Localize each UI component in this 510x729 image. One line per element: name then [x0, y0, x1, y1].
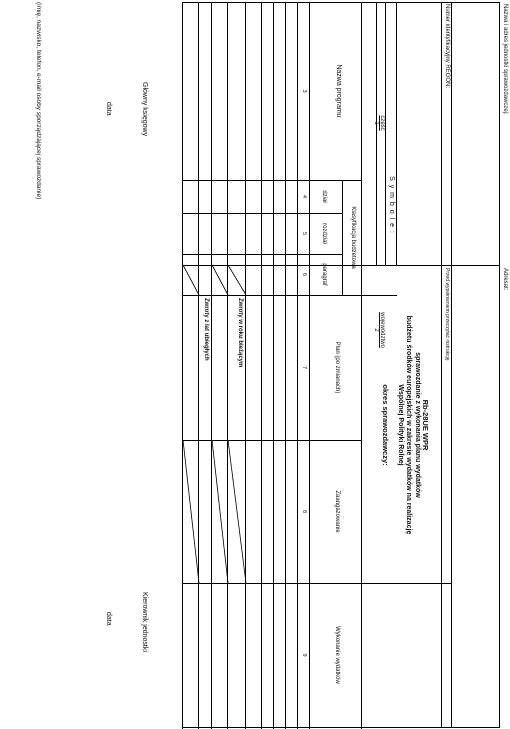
- part-label: część: [379, 115, 385, 131]
- form-title-line2: budżetu środków europejskich w zakresie wydatków na realizację: [405, 315, 413, 535]
- col-number-6: 6: [301, 272, 307, 277]
- unit-head-label: Kierownik jednostki: [141, 592, 148, 652]
- col-number-5: 5: [301, 231, 307, 236]
- previous-years-returns-label: Zwroty z lat ubiegłych: [203, 298, 209, 361]
- form-title-line3: Wspólnej Polityki Rolnej: [397, 384, 404, 466]
- col-commitment: Zaangażowanie: [334, 490, 340, 533]
- preparer-note: (imię, nazwisko, telefon, e-mail osoby sporządzającej sprawozdanie): [35, 2, 42, 200]
- date-left-label: data: [105, 102, 112, 116]
- col-plan: Plan (po zmianach): [334, 341, 340, 394]
- form-title-line1: sprawozdanie z wykonania planu wydatków: [414, 352, 421, 498]
- addressee-label: Adresat:: [502, 268, 508, 291]
- col-section: dział: [321, 190, 327, 203]
- regon-label: Numer identyfikacyjny REGON:: [444, 4, 450, 89]
- col-number-9: 9: [301, 653, 307, 657]
- chief-accountant-label: Główny księgowy: [141, 82, 148, 137]
- col-number-8: 8: [301, 509, 307, 514]
- voivodeship-label: województwo: [379, 312, 385, 348]
- col-number-4: 4: [301, 194, 307, 199]
- col-paragraph: paragraf: [321, 263, 327, 286]
- current-year-returns-label: Zwroty w roku bieżącym: [237, 298, 243, 368]
- date-right-label: data: [105, 612, 112, 626]
- part-number: 1: [373, 121, 379, 125]
- col-program-name: Nazwa programu: [335, 64, 342, 118]
- symbols-label: S y m b o l e :: [388, 176, 395, 234]
- col-budget-classification: Klasyfikacja budżetowa: [350, 206, 356, 269]
- unit-name-label: Nazwa i adres jednostki sprawozdawczej:: [502, 4, 508, 115]
- col-chapter: rozdział: [321, 223, 327, 244]
- col-number-7: 7: [301, 365, 307, 370]
- voivodeship-number: 2: [373, 328, 379, 332]
- col-number-3: 3: [301, 89, 307, 93]
- form-code: Rb-28UE WPR: [421, 399, 430, 451]
- form-title-block: [382, 268, 431, 582]
- instruction-note: Przed wypełnieniem przeczytać instrukcję: [444, 268, 450, 361]
- period-label: okres sprawozdawczy:: [381, 384, 391, 466]
- col-execution: Wykonanie wydatków: [334, 626, 340, 684]
